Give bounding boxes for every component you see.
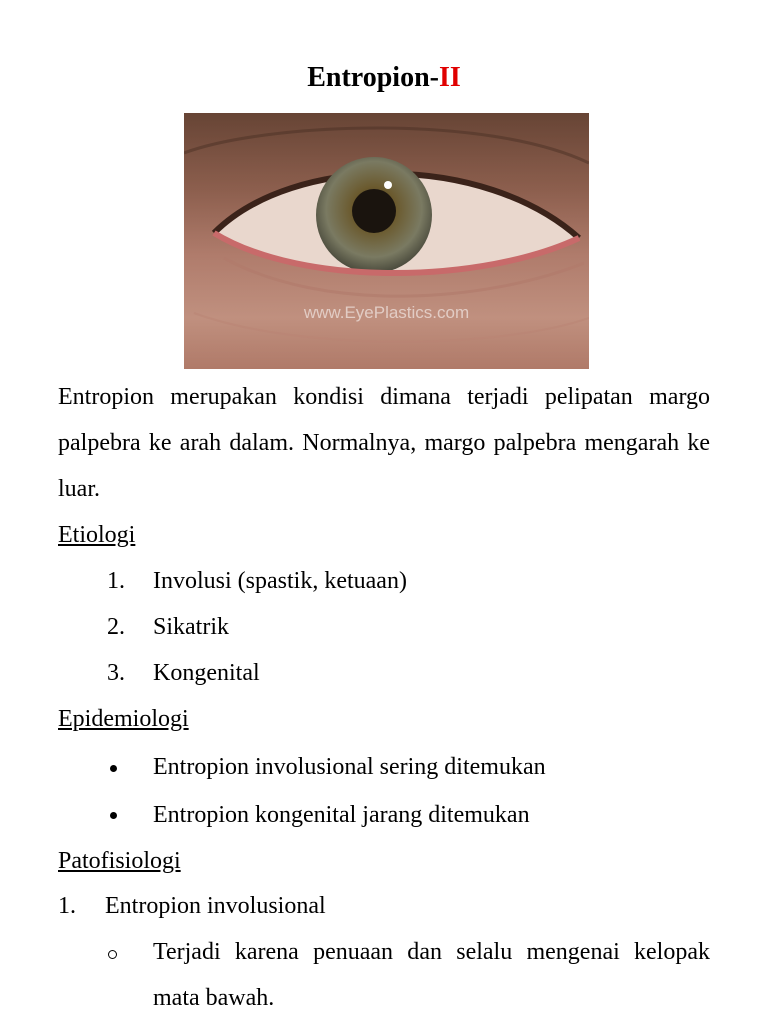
list-item: Entropion kongenital jarang ditemukan bbox=[153, 802, 530, 828]
list-number: 3. bbox=[107, 660, 125, 686]
photo-watermark: www.EyePlastics.com bbox=[303, 303, 470, 322]
bullet-icon bbox=[110, 765, 117, 772]
list-item: Entropion involusional sering ditemukan bbox=[153, 754, 546, 780]
circle-bullet-icon bbox=[108, 950, 117, 959]
page-title bbox=[0, 58, 768, 98]
list-number: 1. bbox=[107, 568, 125, 594]
heading-patofisiologi: Patofisiologi bbox=[58, 848, 181, 874]
title-main: Entropion- bbox=[307, 62, 439, 93]
heading-epidemiologi: Epidemiologi bbox=[58, 706, 189, 732]
list-item: Entropion involusional bbox=[105, 893, 326, 919]
title-accent: II bbox=[438, 62, 461, 93]
list-number: 2. bbox=[107, 614, 125, 640]
list-item: Sikatrik bbox=[153, 614, 229, 640]
list-item: Involusi (spastik, ketuaan) bbox=[153, 568, 407, 594]
eye-photo bbox=[184, 113, 589, 369]
bullet-icon bbox=[110, 812, 117, 819]
list-item: Kongenital bbox=[153, 660, 260, 686]
light-reflex bbox=[384, 181, 392, 189]
heading-etiologi: Etiologi bbox=[58, 522, 136, 548]
list-number: 1. bbox=[58, 893, 76, 919]
eye-illustration bbox=[184, 113, 589, 369]
sub-list-item: Terjadi karena penuaan dan selalu mengenai kelopak mata bawah. bbox=[153, 939, 710, 1011]
intro-paragraph: Entropion merupakan kondisi dimana terjadi pelipatan margo palpebra ke arah dalam. Normalnya, margo palpebra mengarah ke luar. bbox=[58, 384, 710, 502]
pupil bbox=[352, 189, 396, 233]
